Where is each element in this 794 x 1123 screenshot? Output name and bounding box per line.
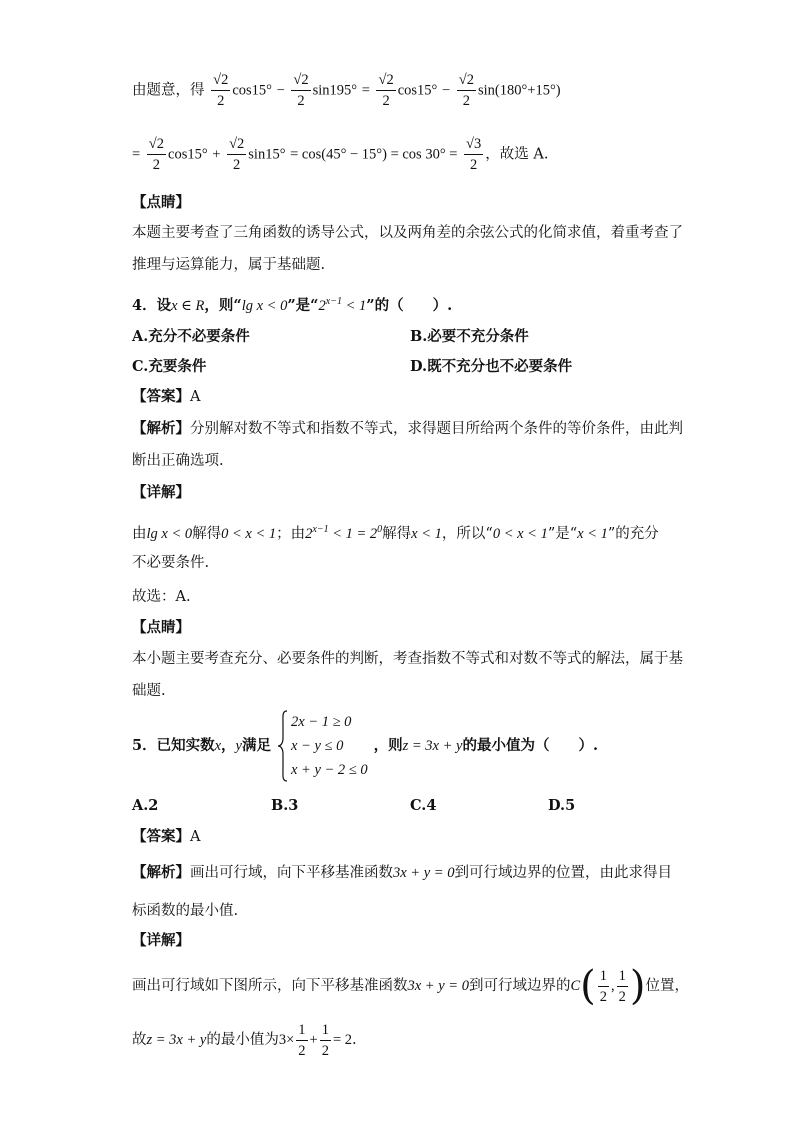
fraction-sqrt2-over-2: $\frac{√2}{2}$ — [148, 136, 165, 173]
fraction-sqrt2-over-2: $\frac{√2}{2}$ — [378, 72, 394, 109]
option-a[interactable]: A.2 — [132, 797, 159, 814]
fraction-one-half: $\frac{1}{2}$ — [298, 1021, 306, 1059]
derivation-prefix: 由题意，得 — [132, 82, 205, 99]
constraint-row: x + y − 2 ≤ 0 — [290, 762, 368, 778]
option-d[interactable]: D.既不充分也不必要条件 — [410, 358, 573, 375]
paragraph-text: 不必要条件. — [132, 555, 210, 571]
derivation-line-2: = $\frac{√2}{2}$ cos15° + $\frac{√2}{2}$ sin15° = cos(45° − 15°) = cos 30° = $\frac{√3}{2}$ ，故选 A. — [132, 136, 549, 173]
answer-line: 【答案】A — [132, 388, 201, 405]
fraction-one-half: $\frac{1}{2}$ — [321, 1021, 329, 1059]
answer-line: 【答案】A — [132, 828, 201, 845]
section-heading-dianjing: 【点睛】 — [132, 194, 190, 211]
analysis-line: 【解析】画出可行域，向下平移基准函数3x + y = 0到可行域边界的位置，由此求得目 — [132, 864, 672, 881]
fraction-sqrt2-over-2: $\frac{√2}{2}$ — [229, 136, 245, 173]
fraction-sqrt2-over-2: $\frac{√2}{2}$ — [293, 72, 309, 109]
fraction-one-half: $\frac{1}{2}$ — [618, 967, 626, 1005]
option-d[interactable]: D.5 — [548, 797, 576, 814]
option-b[interactable]: B.3 — [271, 797, 299, 814]
constraint-row: x − y ≤ 0 — [290, 738, 344, 754]
paragraph-text: 础题. — [132, 683, 166, 699]
option-c[interactable]: C.充要条件 — [132, 358, 207, 375]
paragraph-text: 断出正确选项. — [132, 453, 224, 469]
option-c[interactable]: C.4 — [410, 797, 437, 814]
fraction-sqrt2-over-2: $\frac{√2}{2}$ — [458, 72, 474, 109]
question-5-stem: 5．已知实数x，y满足 2x − 1 ≥ 0 x − y ≤ 0 x + y − 2 ≤ 0 ，则z = 3x + y的最小值为（ ）. — [132, 708, 704, 784]
section-heading-detail: 【详解】 — [132, 484, 190, 501]
paragraph-text: 推理与运算能力，属于基础题. — [132, 257, 326, 273]
section-heading-detail: 【详解】 — [132, 932, 190, 949]
fraction-sqrt2-over-2: $\frac{√2}{2}$ — [213, 72, 229, 109]
final-line: 故z = 3x + y的最小值为3× $\frac{1}{2}$ + $\frac{1}{2}$ = 2. — [132, 1021, 357, 1059]
question-4-stem: 4．设x ∈ R，则“lg x < 0”是“$2^{x-1} < 1$”的（ ）. — [132, 296, 453, 314]
detail-line: 画出可行域如下图所示，向下平移基准函数3x + y = 0到可行域边界的C( $\frac{1}{2}$ , $\frac{1}{2}$ )位置， — [132, 963, 689, 1009]
left-brace-icon — [277, 710, 289, 782]
option-b[interactable]: B.必要不充分条件 — [410, 328, 529, 345]
option-a[interactable]: A.充分不必要条件 — [132, 328, 250, 345]
paragraph-text: 本小题主要考查充分、必要条件的判断，考查指数不等式和对数不等式的解法，属于基 — [132, 651, 683, 667]
derivation-line-1: 由题意，得 $\frac{√2}{2}$ cos15° − $\frac{√2}{2}$ sin195° = $\frac{√2}{2}$ cos15° − $\frac{√2}{2}$ sin(180°+15°) — [132, 72, 561, 109]
constraint-system — [277, 710, 368, 782]
detail-line: 由lg x < 0解得0 < x < 1；由$2^{x-1} < 1 = 2^0$解得x < 1，所以“0 < x < 1”是“x < 1”的充分 — [132, 524, 659, 542]
section-heading-dianjing: 【点睛】 — [132, 619, 190, 636]
fraction-sqrt3-over-2: $\frac{√3}{2}$ — [466, 136, 482, 173]
paragraph-text: 故选：A. — [132, 589, 191, 605]
fraction-one-half: $\frac{1}{2}$ — [599, 967, 607, 1005]
paragraph-text: 标函数的最小值. — [132, 903, 239, 919]
question-4-options — [132, 326, 704, 386]
analysis-line: 【解析】分别解对数不等式和指数不等式，求得题目所给两个条件的等价条件，由此判 — [132, 420, 683, 437]
constraint-row: 2x − 1 ≥ 0 — [290, 714, 352, 730]
question-5-options — [132, 795, 704, 819]
paragraph-text: 本题主要考查了三角函数的诱导公式，以及两角差的余弦公式的化简求值，着重考查了 — [132, 225, 683, 241]
